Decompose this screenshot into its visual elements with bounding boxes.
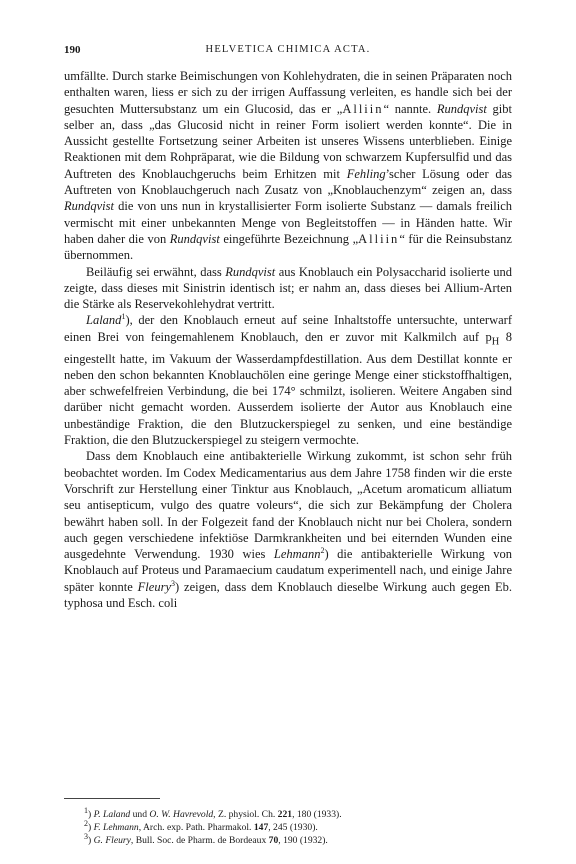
italic-text: Rundqvist [64,199,114,214]
footnote [84,818,512,834]
text-run: ), der den Knoblauch erneut auf seine Inhaltstoffe untersuchte, unterwarf einen Brei von feingemahlenem Knoblauch, den er zuvor mit Kalkmilch auf p [64,313,512,344]
italic-text: Rundqvist [225,264,276,279]
footnote [84,805,512,821]
paragraph [64,68,512,264]
italic-text: Laland [86,313,122,328]
italic-text: O. W. Havrevold [149,809,214,820]
text-run: und [130,809,150,820]
text-run: 70 [268,835,279,846]
text-run: eingeführte Bezeichnung „ [219,231,359,246]
text-run: 147 [253,822,269,833]
italic-text: F. Lehmann [93,822,139,833]
footnote-marker: 2 [320,545,325,555]
text-run: die von uns nun in krystallisierter Form isolierte Substanz — damals freilich vermischt mit einer unbekannten Menge von Begleitstoffen — in Händen hatte. Wir haben daher die von [64,199,512,246]
main-text [64,68,512,611]
italic-text: P. Laland [93,809,131,820]
italic-text: Fehling [346,166,386,181]
text-run: , 180 (1933). [292,809,342,820]
paragraph [64,264,512,313]
text-run: 221 [277,809,293,820]
footnotes [84,805,512,847]
text-run: Alliin [342,101,384,116]
text-run: aus Knoblauch ein Polysaccharid isolierte und zeigte, dass dieses mit Sinistrin identisch ist; er nahm an, dass dieses bei Allium-Arten die Stärke als Reservekohlehydrat vertritt. [64,264,512,312]
italic-text: Rundqvist [436,101,487,116]
italic-text: Lehmann [273,547,321,562]
text-run: “ für die Reinsubstanz übernommen. [64,231,512,263]
text-run: “ nannte. [383,101,437,116]
footnote-marker: 2 [84,818,88,828]
footnote-marker: 3 [84,831,88,841]
text-run: ’scher Lösung oder das Auftreten von Knoblauchgeruch nach Zusatz von „Knoblauchenzym“ zeigen an, dass [64,166,512,198]
paragraph [64,312,512,448]
paragraph [64,448,512,611]
italic-text: Rundqvist [169,231,220,246]
text-run: 8 eingestellt hatte, im Vakuum der Wasserdampfdestillation. Aus dem Destillat konnte er neben den schon bekannten Knoblauchölen eine geringe Menge einer stickstoffhaltigen, aber schwefelfreien Verbindung, die bei 174° schmilzt, isolieren. Weitere Angaben sind darüber nicht gemacht worden. Ausserdem isolierte der Autor aus Knoblauch eine unbeständige Fraktion, die den Blutzuckerspiegel zu senken, und eine beständige Fraktion, die den Blutzuckerspiegel zu steigern vermochte. [64,329,512,448]
footnote-marker: 1 [121,312,126,322]
text-run: Alliin [358,231,400,246]
page-number: 190 [64,44,81,56]
italic-text: G. Fleury [93,835,131,846]
text-run: H [491,336,500,348]
text-run: ) zeigen, dass dem Knoblauch dieselbe Wirkung auch gegen Eb. typhosa und Esch. coli [64,579,512,610]
footnote-divider [64,798,160,799]
text-run: Dass dem Knoblauch eine antibakterielle Wirkung zukommt, ist schon sehr früh beobachtet worden. Im Codex Medicamentarius aus dem Jahre 1758 finden wir die erste Vorschrift zur Herstellung einer Tinktur aus Knoblauch, „Acetum aromaticum alliatum seu antisepticum, vulgo des quatre voleurs“, die sich zur Bekämpfung der Cholera bewährt haben soll. In der Folgezeit fand der Knoblauch nicht nur bei Cholera, sondern auch gegen verschiedene infektiöse Darmkrankheiten und bei eiternden Wunden eine ausgedehnte Verwendung. 1930 wies [64,449,512,562]
text-run: ) [88,822,94,833]
footnote [84,831,512,847]
text-run: , Bull. Soc. de Pharm. de Bordeaux [130,835,269,846]
text-run: umfällte. Durch starke Beimischungen von Kohlehydraten, die in seinen Präparaten noch enthalten waren, liess er sich zu der irrigen Auffassung verleiten, es handle sich bei der gesuchten Muttersubstanz um ein Glucosid, das er „ [64,69,512,116]
text-run: , 245 (1930). [268,822,318,833]
footnote-marker: 1 [84,805,88,815]
text-run: ) [88,809,94,820]
text-run: ) [88,835,94,846]
running-header [64,44,512,60]
text-run: Beiläufig sei erwähnt, dass [86,264,226,279]
italic-text: Fleury [137,579,171,594]
text-run: , Z. physiol. Ch. [213,809,278,820]
text-run: gibt selber an, dass „das Glucosid nicht in reiner Form isoliert werden konnte“. Die in Aussicht gestellte Fortsetzung seiner Arbeiten ist unseres Wissens unterblieben. Einige Reaktionen mit dem Rohpräparat, wie die Bildung von schwarzem Kupfersulfid und das Auftreten des Knoblauchgeruchs beim Erhitzen mit [64,101,512,181]
text-run: , 190 (1932). [278,835,328,846]
journal-title: HELVETICA CHIMICA ACTA. [205,44,371,55]
text-run: ) die antibakterielle Wirkung von Knoblauch auf Proteus und Paramaecium caudatum experimentell nach, und einige Jahre später konnte [64,547,512,594]
footnote-marker: 3 [171,578,175,588]
text-run: , Arch. exp. Path. Pharmakol. [138,822,254,833]
